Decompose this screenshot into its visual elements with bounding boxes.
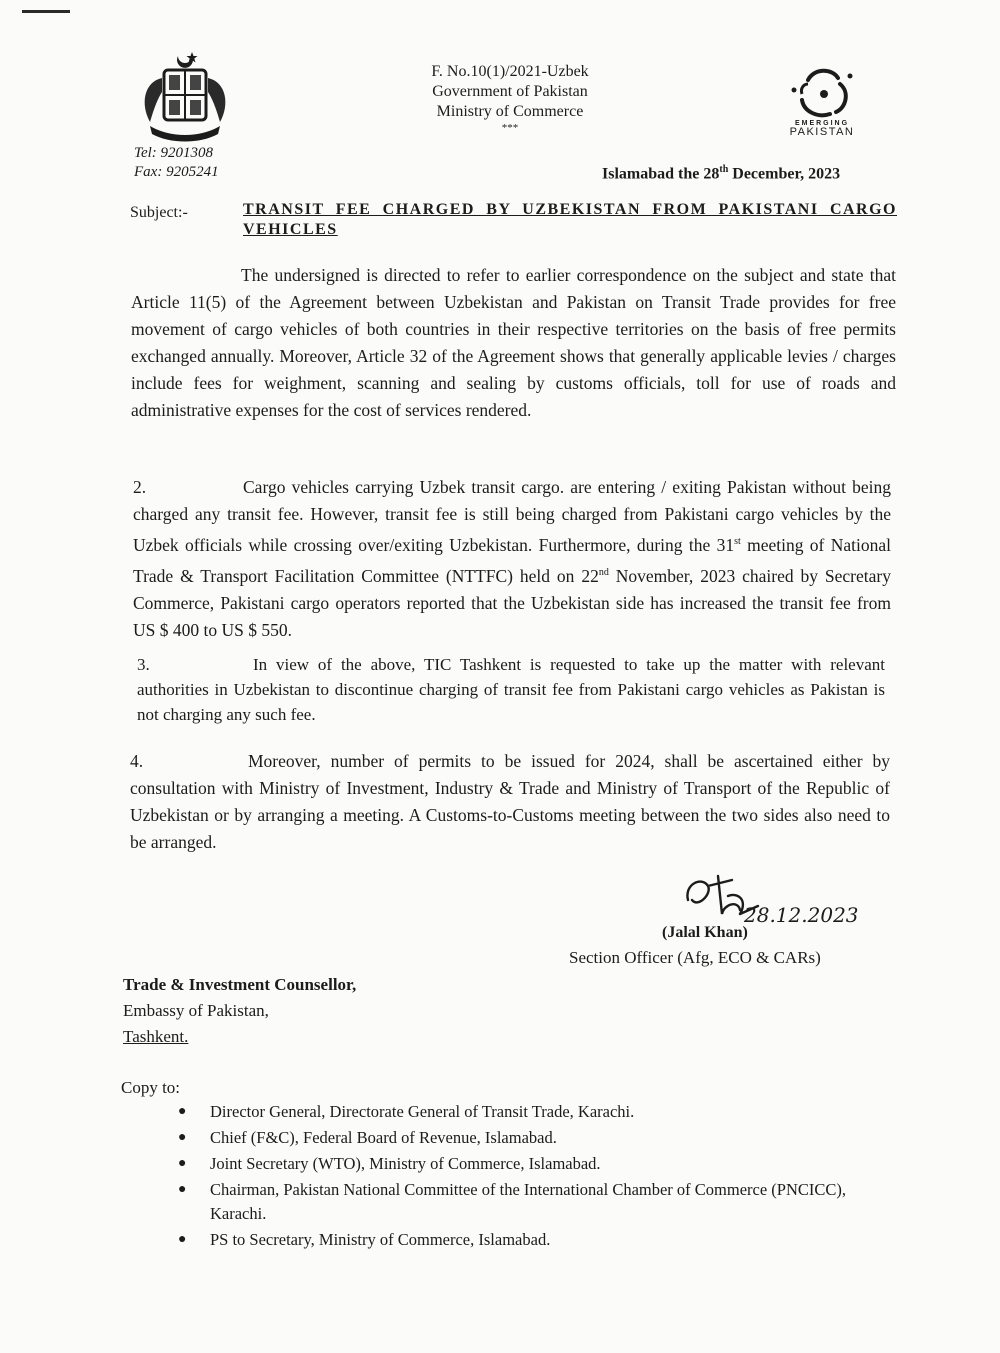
paragraph-3: 3. In view of the above, TIC Tashkent is requested to take up the matter with relevant authorities in Uzbekistan to discontinue charging of transit fee from Pakistani cargo vehicles as Pakistan is not charging any such fee.: [137, 652, 885, 727]
addressee-block: [123, 972, 356, 1050]
list-item: ● Director General, Directorate General of Transit Trade, Karachi.: [178, 1102, 635, 1121]
paragraph-4: 4. Moreover, number of permits to be issued for 2024, shall be ascertained either by consultation with Ministry of Investment, Industry & Trade and Ministry of Transport of the Republic of Uzbekistan or by arranging a meeting. A Customs-to-Customs meeting between the two sides also need to be arranged.: [130, 748, 890, 856]
stars-divider: ***: [501, 122, 519, 134]
telephone: Tel: 9201308: [134, 145, 214, 161]
list-item: ● Chairman, Pakistan National Committee of the International Chamber of Commerce (PNCICC), Karachi.: [178, 1180, 847, 1223]
contact-block: [134, 144, 219, 182]
addressee-line-3: Tashkent.: [123, 1027, 189, 1046]
government-name: Government of Pakistan: [432, 83, 588, 100]
subject-label: Subject:-: [130, 204, 188, 221]
fax: Fax: 9205241: [134, 164, 219, 180]
emerging-pakistan-logo-icon: [780, 62, 864, 138]
scan-mark: [22, 10, 70, 13]
signatory-name: (Jalal Khan): [662, 924, 748, 941]
paragraph-2: 2. Cargo vehicles carrying Uzbek transit cargo. are entering / exiting Pakistan without being charged any transit fee. However, transit fee is still being charged from Pakistani cargo vehicles by the Uzbek officials while crossing over/exiting Uzbekistan. Furthermore, during the 31st meeting of National Trade & Transport Facilitation Committee (NTTFC) held on 22nd November, 2023 chaired by Secretary Commerce, Pakistani cargo operators reported that the Uzbekistan side has increased the transit fee from US $ 400 to US $ 550.: [133, 474, 891, 644]
addressee-line-2: Embassy of Pakistan,: [123, 1001, 269, 1020]
signature-date: 28.12.2023: [744, 903, 859, 927]
ministry-name: Ministry of Commerce: [436, 103, 584, 120]
paragraph-number: 3.: [137, 655, 150, 674]
letter-date: Islamabad the 28th December, 2023: [602, 164, 841, 183]
file-number: F. No.10(1)/2021-Uzbek: [431, 63, 589, 80]
list-item: ● Joint Secretary (WTO), Ministry of Commerce, Islamabad.: [178, 1154, 601, 1173]
paragraph-number: 4.: [130, 751, 144, 771]
list-item: ● PS to Secretary, Ministry of Commerce, Islamabad.: [178, 1230, 551, 1249]
government-emblem-icon: [130, 48, 240, 148]
copy-to-label: Copy to:: [121, 1078, 181, 1097]
reference-block: [360, 62, 660, 134]
handwritten-signature: [678, 870, 878, 930]
logo-text-bottom: PAKISTAN: [789, 126, 855, 138]
subject-text: TRANSIT FEE CHARGED BY UZBEKISTAN FROM PAKISTANI CARGO VEHICLES: [243, 201, 897, 238]
addressee-line-1: Trade & Investment Counsellor,: [123, 975, 357, 994]
paragraph-1: The undersigned is directed to refer to earlier correspondence on the subject and state that Article 11(5) of the Agreement between Uzbekistan and Pakistan on Transit Trade provides for free movement of cargo vehicles of both countries in their respective territories on the basis of free permits exchanged annually. Moreover, Article 32 of the Agreement shows that generally applicable levies / charges include fees for weighment, scanning and sealing by customs officials, toll for use of roads and administrative expenses for the cost of services rendered.: [131, 265, 896, 420]
copy-to-list: [178, 1100, 898, 1254]
signatory-title: Section Officer (Afg, ECO & CARs): [569, 948, 821, 967]
paragraph-number: 2.: [133, 477, 147, 497]
list-item: ● Chief (F&C), Federal Board of Revenue, Islamabad.: [178, 1128, 557, 1147]
logo-text-top: EMERGING: [794, 120, 850, 127]
